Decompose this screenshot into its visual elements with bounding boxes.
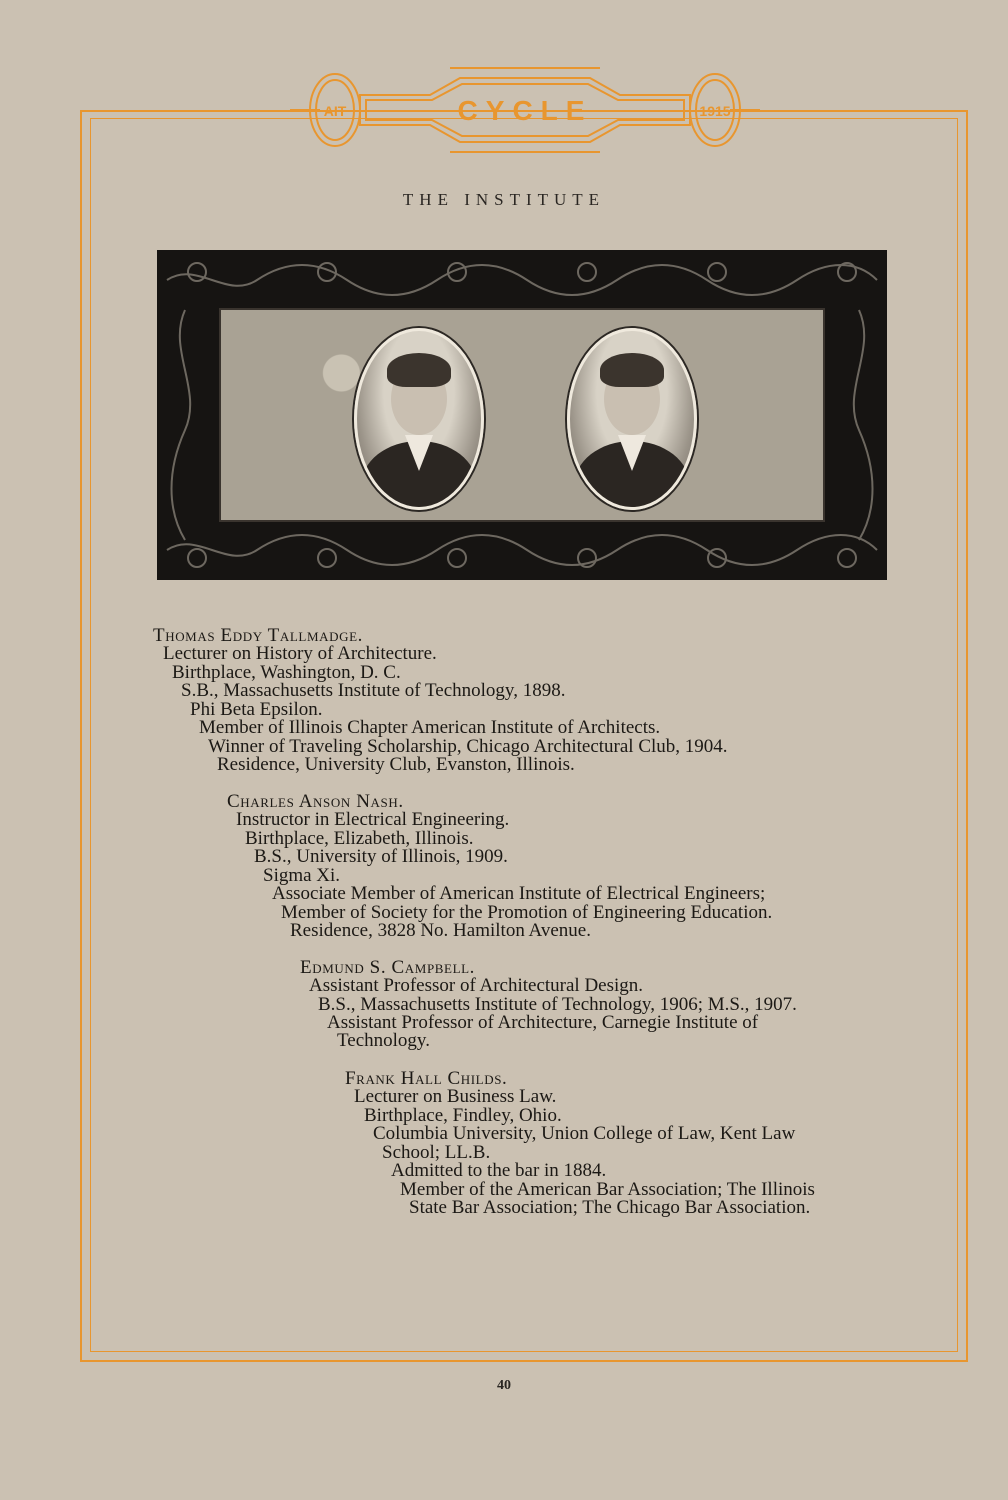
- entry-line: Birthplace, Findley, Ohio.: [364, 1105, 562, 1126]
- entry-line: B.S., Massachusetts Institute of Technology, 1906; M.S., 1907.: [318, 994, 797, 1015]
- entry-line: Sigma Xi.: [263, 865, 341, 886]
- portrait-backdrop: [219, 308, 825, 522]
- running-head: THE INSTITUTE: [402, 190, 606, 209]
- entry-line: Member of Society for the Promotion of Engineering Education.: [281, 902, 773, 923]
- cycle-logo: [290, 60, 760, 160]
- entry-line: Residence, 3828 No. Hamilton Avenue.: [290, 920, 591, 941]
- portrait-panel: [157, 250, 887, 580]
- entry-line: Lecturer on History of Architecture.: [163, 643, 437, 664]
- entry-name: Frank Hall Childs.: [345, 1068, 508, 1089]
- entry-line: Member of the American Bar Association; The Illinois: [400, 1179, 815, 1200]
- entry-line: Instructor in Electrical Engineering.: [236, 809, 510, 830]
- entry-line: Associate Member of American Institute of Electrical Engineers;: [272, 883, 766, 904]
- entry-line: Technology.: [337, 1030, 430, 1051]
- entry-line: Residence, University Club, Evanston, Illinois.: [217, 754, 575, 775]
- entry-line: Birthplace, Elizabeth, Illinois.: [245, 828, 474, 849]
- page-number: 40: [497, 1378, 511, 1393]
- entry-name: Edmund S. Campbell.: [300, 957, 476, 978]
- entry-line: Member of Illinois Chapter American Institute of Architects.: [199, 717, 661, 738]
- entry-line: Lecturer on Business Law.: [354, 1086, 557, 1107]
- entry-line: Assistant Professor of Architectural Design.: [309, 975, 644, 996]
- entry-line: Assistant Professor of Architecture, Carnegie Institute of: [327, 1012, 759, 1033]
- portrait-photo: [354, 328, 484, 510]
- entry-line: Birthplace, Washington, D. C.: [172, 662, 401, 683]
- entry-line: B.S., University of Illinois, 1909.: [254, 846, 508, 867]
- logo-monogram: AIT: [323, 103, 347, 119]
- logo-year: 1915: [699, 103, 731, 119]
- portrait-photo: [567, 328, 697, 510]
- entry-line: Winner of Traveling Scholarship, Chicago Architectural Club, 1904.: [208, 736, 728, 757]
- logo-title: CYCLE: [457, 95, 593, 126]
- entry-line: State Bar Association; The Chicago Bar Association.: [409, 1197, 811, 1218]
- entry-name: Thomas Eddy Tallmadge.: [153, 625, 363, 646]
- entry-line: School; LL.B.: [382, 1142, 491, 1163]
- entry-line: Columbia University, Union College of Law, Kent Law: [373, 1123, 796, 1144]
- entry-line: Phi Beta Epsilon.: [190, 699, 323, 720]
- entry-line: Admitted to the bar in 1884.: [391, 1160, 607, 1181]
- entry-line: S.B., Massachusetts Institute of Technology, 1898.: [181, 680, 566, 701]
- entry-name: Charles Anson Nash.: [227, 791, 404, 812]
